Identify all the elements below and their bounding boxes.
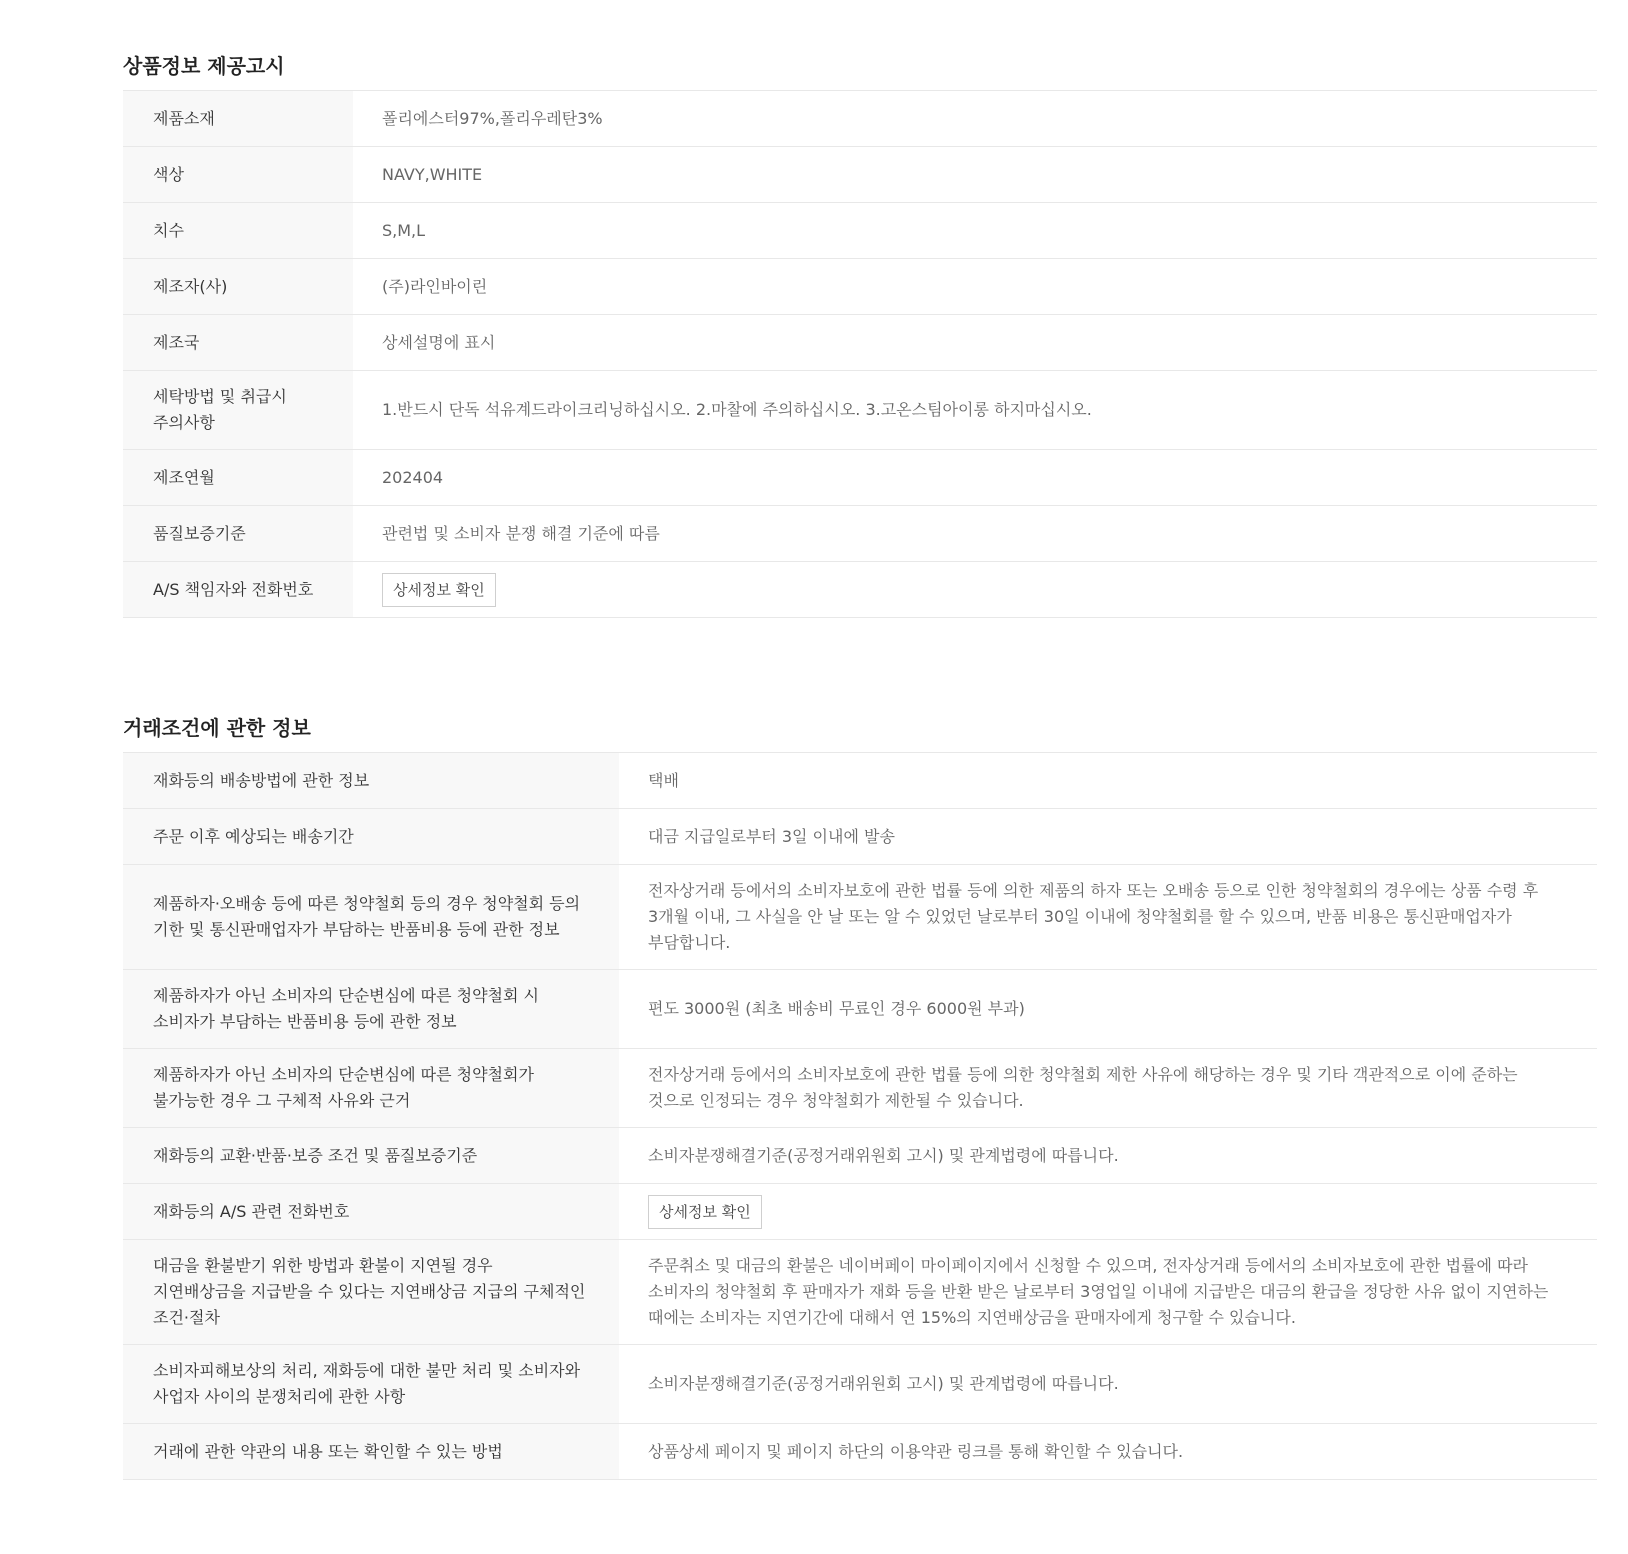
table-row [123, 91, 1597, 147]
row-label-as-contact: A/S 책임자와 전화번호 [123, 562, 353, 618]
row-label-refund-delay: 대금을 환불받기 위한 방법과 환불이 지연될 경우 지연배상금을 지급받을 수 있다는 지연배상금 지급의 구체적인 조건·절차 [123, 1240, 619, 1345]
trade-terms-table [123, 752, 1597, 1480]
table-row [123, 371, 1597, 450]
table-row [123, 1128, 1597, 1184]
row-value-delivery-period: 대금 지급일로부터 3일 이내에 발송 [619, 809, 1597, 865]
row-value-dispute-handling: 소비자분쟁해결기준(공정거래위원회 고시) 및 관계법령에 따릅니다. [619, 1345, 1597, 1424]
row-label-manufacture-date: 제조연월 [123, 450, 353, 506]
row-value-refund-delay: 주문취소 및 대금의 환불은 네이버페이 마이페이지에서 신청할 수 있으며, 전자상거래 등에서의 소비자보호에 관한 법률에 따라 소비자의 청약철회 후 판매자가 재화 등을 반환 받은 날로부터 3영업일 이내에 지급받은 대금의 환급을 정당한 사유 없이 지연하는 때에는 소비자는 지연기간에 대해서 연 15%의 지연배상금을 판매자에게 청구할 수 있습니다. [619, 1240, 1597, 1345]
product-notice-section [123, 52, 1597, 618]
row-value-as-phone [619, 1184, 1597, 1240]
row-label-defect-withdrawal: 제품하자·오배송 등에 따른 청약철회 등의 경우 청약철회 등의 기한 및 통신판매업자가 부담하는 반품비용 등에 관한 정보 [123, 865, 619, 970]
table-row [123, 147, 1597, 203]
row-label-as-phone: 재화등의 A/S 관련 전화번호 [123, 1184, 619, 1240]
table-row [123, 1345, 1597, 1424]
row-value-material: 폴리에스터97%,폴리우레탄3% [353, 91, 1597, 147]
row-label-quality: 품질보증기준 [123, 506, 353, 562]
row-value-color: NAVY,WHITE [353, 147, 1597, 203]
row-value-exchange-conditions: 소비자분쟁해결기준(공정거래위원회 고시) 및 관계법령에 따릅니다. [619, 1128, 1597, 1184]
row-label-exchange-conditions: 재화등의 교환·반품·보증 조건 및 품질보증기준 [123, 1128, 619, 1184]
row-label-washing: 세탁방법 및 취급시 주의사항 [123, 371, 353, 450]
table-row [123, 865, 1597, 970]
row-value-size: S,M,L [353, 203, 1597, 259]
trade-terms-title: 거래조건에 관한 정보 [123, 716, 311, 740]
row-label-withdrawal-restriction: 제품하자가 아닌 소비자의 단순변심에 따른 청약철회가 불가능한 경우 그 구체적 사유와 근거 [123, 1049, 619, 1128]
row-value-withdrawal-restriction: 전자상거래 등에서의 소비자보호에 관한 법률 등에 의한 청약철회 제한 사유에 해당하는 경우 및 기타 객관적으로 이에 준하는 것으로 인정되는 경우 청약철회가 제한될 수 있습니다. [619, 1049, 1597, 1128]
row-label-size: 치수 [123, 203, 353, 259]
row-value-delivery-method: 택배 [619, 753, 1597, 809]
product-notice-table [123, 90, 1597, 618]
table-row [123, 753, 1597, 809]
row-value-quality: 관련법 및 소비자 분쟁 해결 기준에 따름 [353, 506, 1597, 562]
row-value-change-of-mind-cost: 편도 3000원 (최초 배송비 무료인 경우 6000원 부과) [619, 970, 1597, 1049]
table-row [123, 562, 1597, 618]
table-row [123, 203, 1597, 259]
row-label-delivery-method: 재화등의 배송방법에 관한 정보 [123, 753, 619, 809]
table-row [123, 506, 1597, 562]
row-value-washing: 1.반드시 단독 석유계드라이크리닝하십시오. 2.마찰에 주의하십시오. 3.고온스팀아이롱 하지마십시오. [353, 371, 1597, 450]
row-value-defect-withdrawal: 전자상거래 등에서의 소비자보호에 관한 법률 등에 의한 제품의 하자 또는 오배송 등으로 인한 청약철회의 경우에는 상품 수령 후 3개월 이내, 그 사실을 안 날 또는 알 수 있었던 날로부터 30일 이내에 청약철회를 할 수 있으며, 반품 비용은 통신판매업자가 부담합니다. [619, 865, 1597, 970]
row-value-as-contact [353, 562, 1597, 618]
as-detail-button[interactable]: 상세정보 확인 [382, 573, 496, 607]
product-notice-title: 상품정보 제공고시 [123, 54, 285, 78]
row-label-delivery-period: 주문 이후 예상되는 배송기간 [123, 809, 619, 865]
row-label-dispute-handling: 소비자피해보상의 처리, 재화등에 대한 불만 처리 및 소비자와 사업자 사이의 분쟁처리에 관한 사항 [123, 1345, 619, 1424]
row-value-manufacture-date: 202404 [353, 450, 1597, 506]
table-row [123, 315, 1597, 371]
row-label-manufacturer: 제조자(사) [123, 259, 353, 315]
row-value-terms-access: 상품상세 페이지 및 페이지 하단의 이용약관 링크를 통해 확인할 수 있습니다. [619, 1424, 1597, 1480]
row-label-material: 제품소재 [123, 91, 353, 147]
row-label-change-of-mind-cost: 제품하자가 아닌 소비자의 단순변심에 따른 청약철회 시 소비자가 부담하는 반품비용 등에 관한 정보 [123, 970, 619, 1049]
table-row [123, 259, 1597, 315]
trade-terms-section [123, 714, 1597, 1480]
row-value-manufacturer: (주)라인바이린 [353, 259, 1597, 315]
row-label-terms-access: 거래에 관한 약관의 내용 또는 확인할 수 있는 방법 [123, 1424, 619, 1480]
table-row [123, 809, 1597, 865]
table-row [123, 450, 1597, 506]
row-label-country: 제조국 [123, 315, 353, 371]
as-phone-detail-button[interactable]: 상세정보 확인 [648, 1195, 762, 1229]
table-row [123, 1049, 1597, 1128]
table-row [123, 1240, 1597, 1345]
table-row [123, 1424, 1597, 1480]
table-row [123, 1184, 1597, 1240]
table-row [123, 970, 1597, 1049]
row-value-country: 상세설명에 표시 [353, 315, 1597, 371]
row-label-color: 색상 [123, 147, 353, 203]
